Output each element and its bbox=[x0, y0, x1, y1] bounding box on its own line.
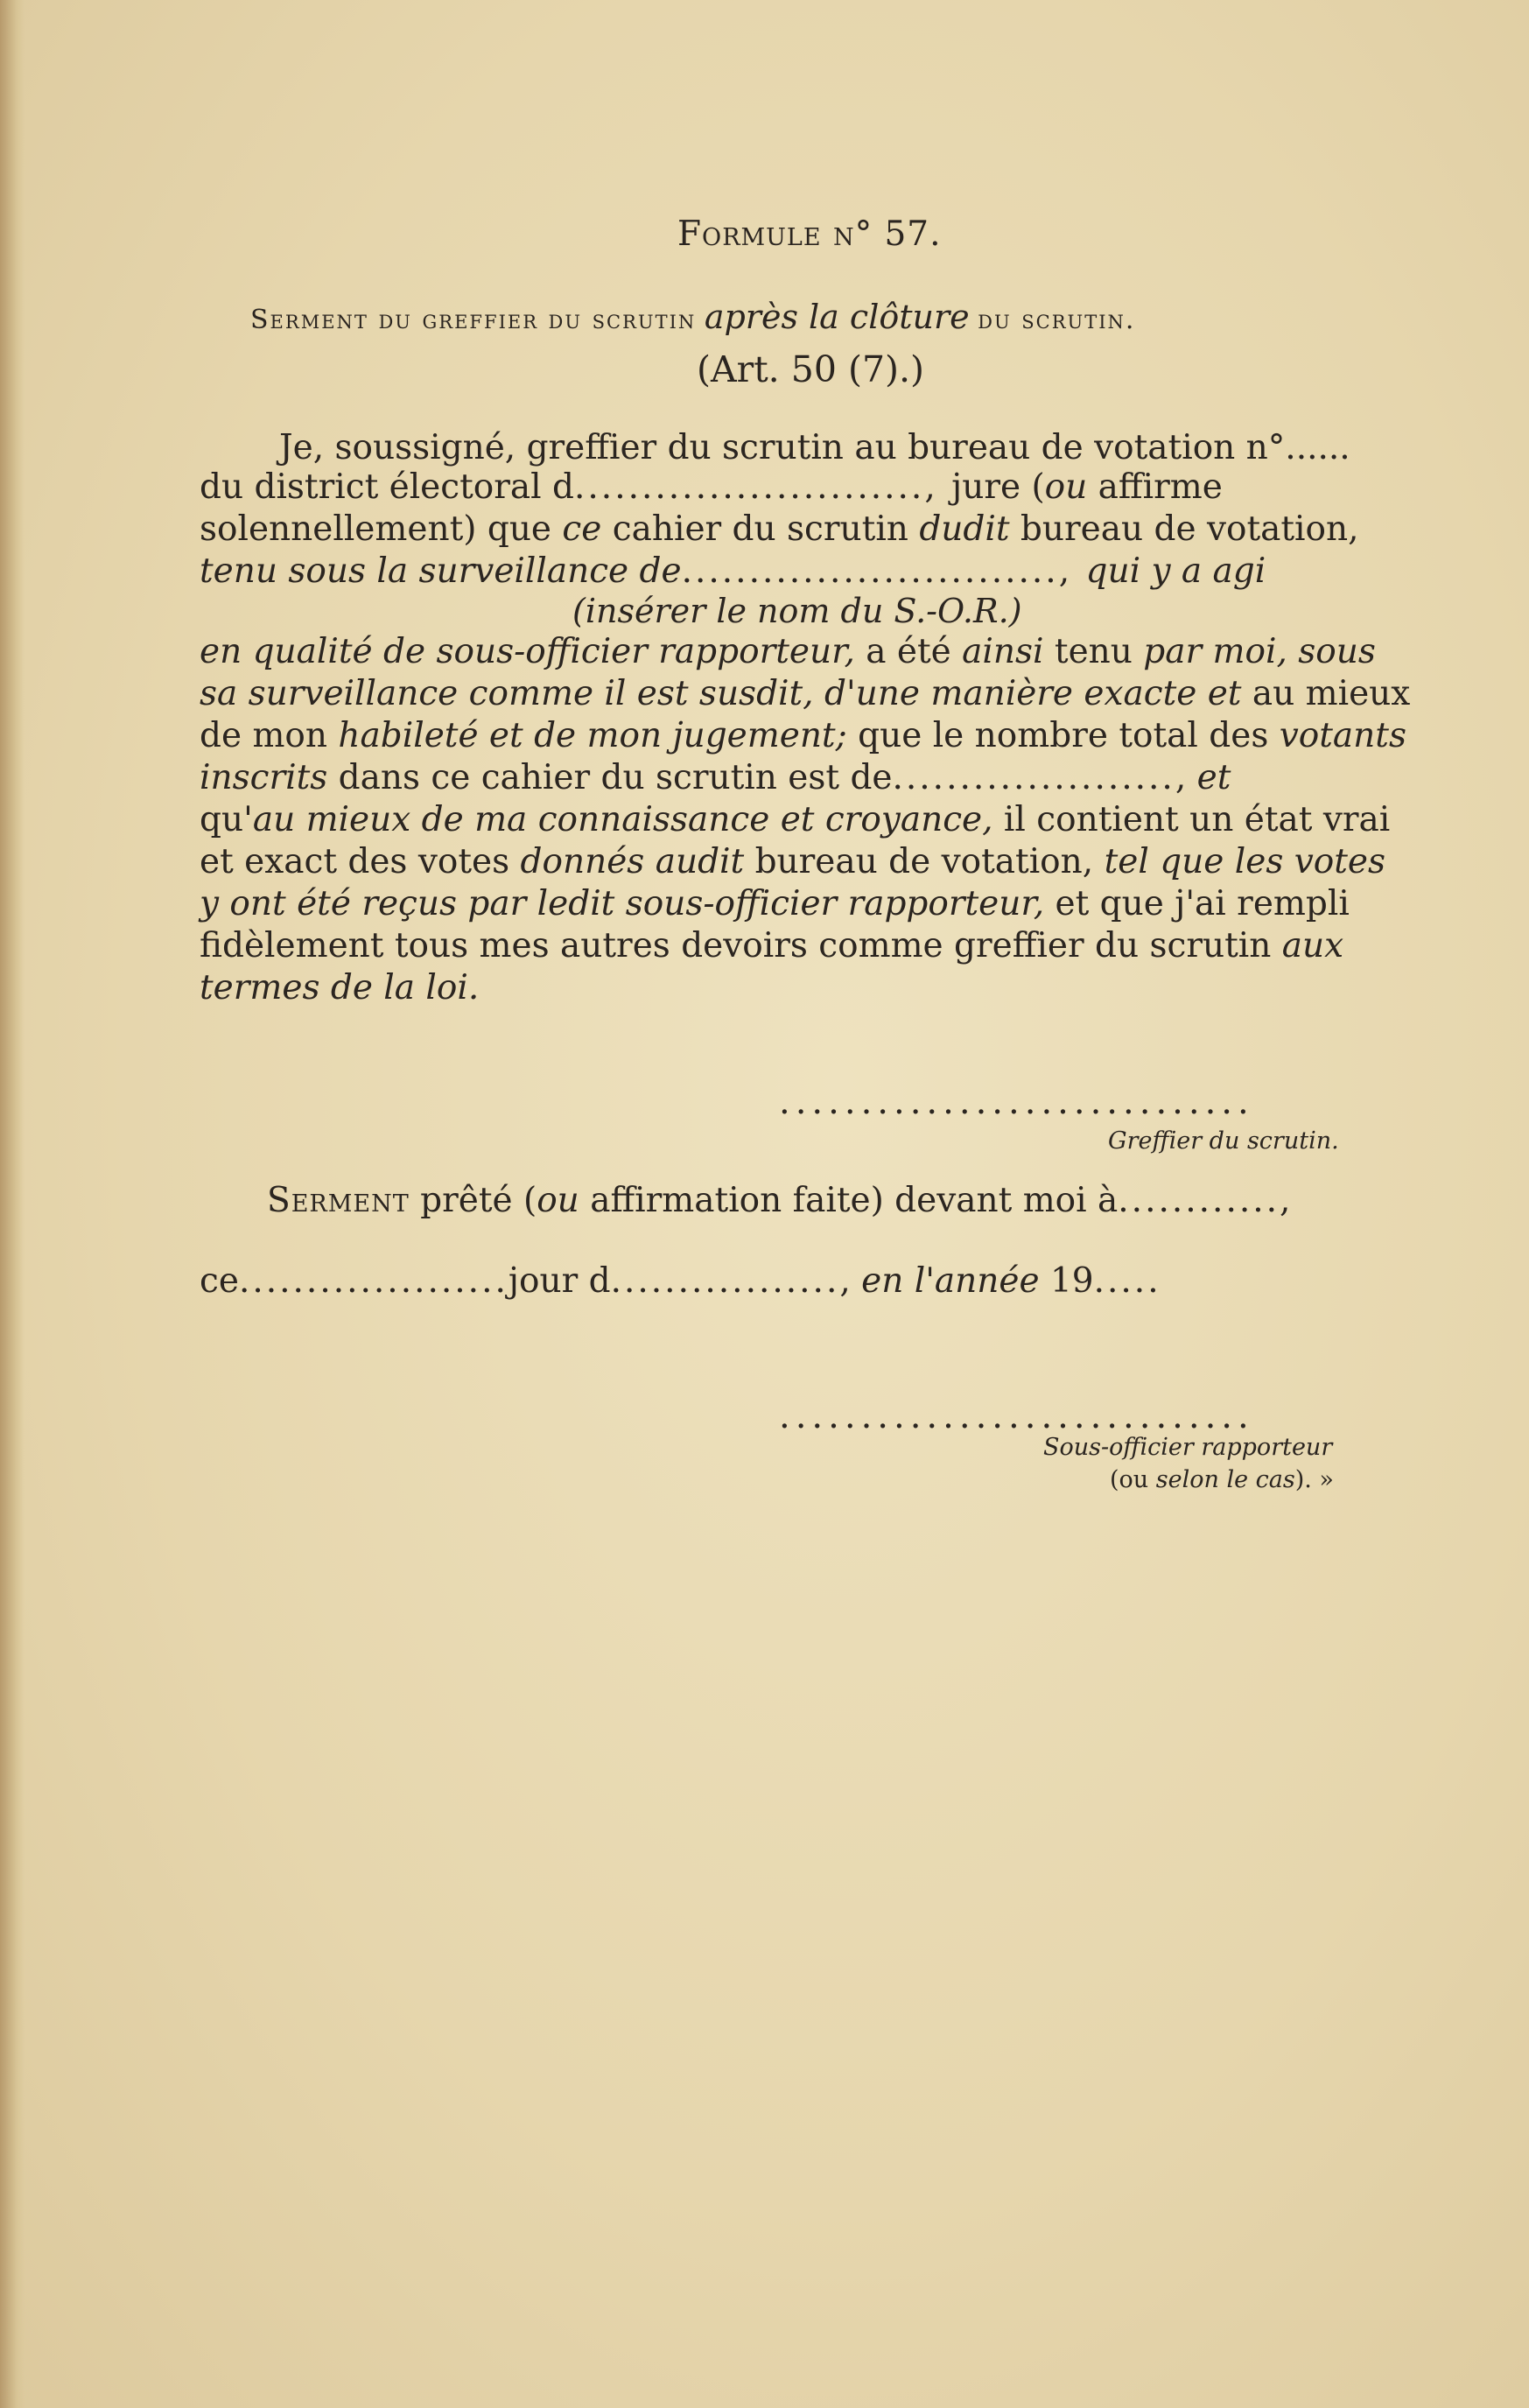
sor-signature-caption-note: (ou selon le cas). » bbox=[1110, 1466, 1334, 1493]
oath-date-line: ce....................jour d................., en l'année 19..... bbox=[200, 1261, 1161, 1301]
page-binding-edge bbox=[0, 0, 25, 2408]
sor-signature-caption: Sous-officier rapporteur bbox=[1043, 1434, 1333, 1461]
greffier-signature-caption: Greffier du scrutin. bbox=[1108, 1127, 1339, 1155]
form-title: Serment du greffier du scrutin après la clôture du scrutin. bbox=[250, 298, 1136, 336]
article-reference: (Art. 50 (7).) bbox=[697, 348, 925, 390]
oath-sworn-line: Serment prêté (ou affirmation faite) devant moi à............, bbox=[267, 1181, 1291, 1220]
document-page: Formule n° 57. Serment du greffier du scrutin après la clôture du scrutin. (Art. 50 (7).) Je, soussigné, greffier du scrutin au bureau de votation n°...... du district électoral d.........................., jure (ou affirme solennellement) que ce cahier du scrutin dudit bureau de votation, tenu sous la surveillance de............................, qui y a agi (insérer le nom du S.-O.R.) en qualité de sous-officier rapporteur, a été ainsi tenu par moi, sous sa surveillance comme il est susdit, d'une manière exacte et au mieux de mon habileté et de mon jugement; que le nombre total des votants inscrits dans ce cahier du scrutin est de....................., et qu'au mieux de ma connaissance et croyance, il contient un état vrai et exact des votes donnés audit bureau de votation, tel que les votes y ont été reçus par ledit sous-officier rapporteur, et que j'ai rempli fidèlement tous mes autres devoirs comme greffier du scrutin aux termes de la loi. ............................. Greffier du scrutin. Serment prêté (ou affirmation faite) devant moi à............, ce....................jour d................., en l'année 19..... ............................. Sous-officier rapporteur (ou selon le cas). » bbox=[0, 0, 1529, 2408]
sor-signature-line: ............................. bbox=[779, 1396, 1254, 1436]
form-number: Formule n° 57. bbox=[677, 214, 942, 254]
greffier-signature-line: ............................. bbox=[779, 1082, 1254, 1122]
